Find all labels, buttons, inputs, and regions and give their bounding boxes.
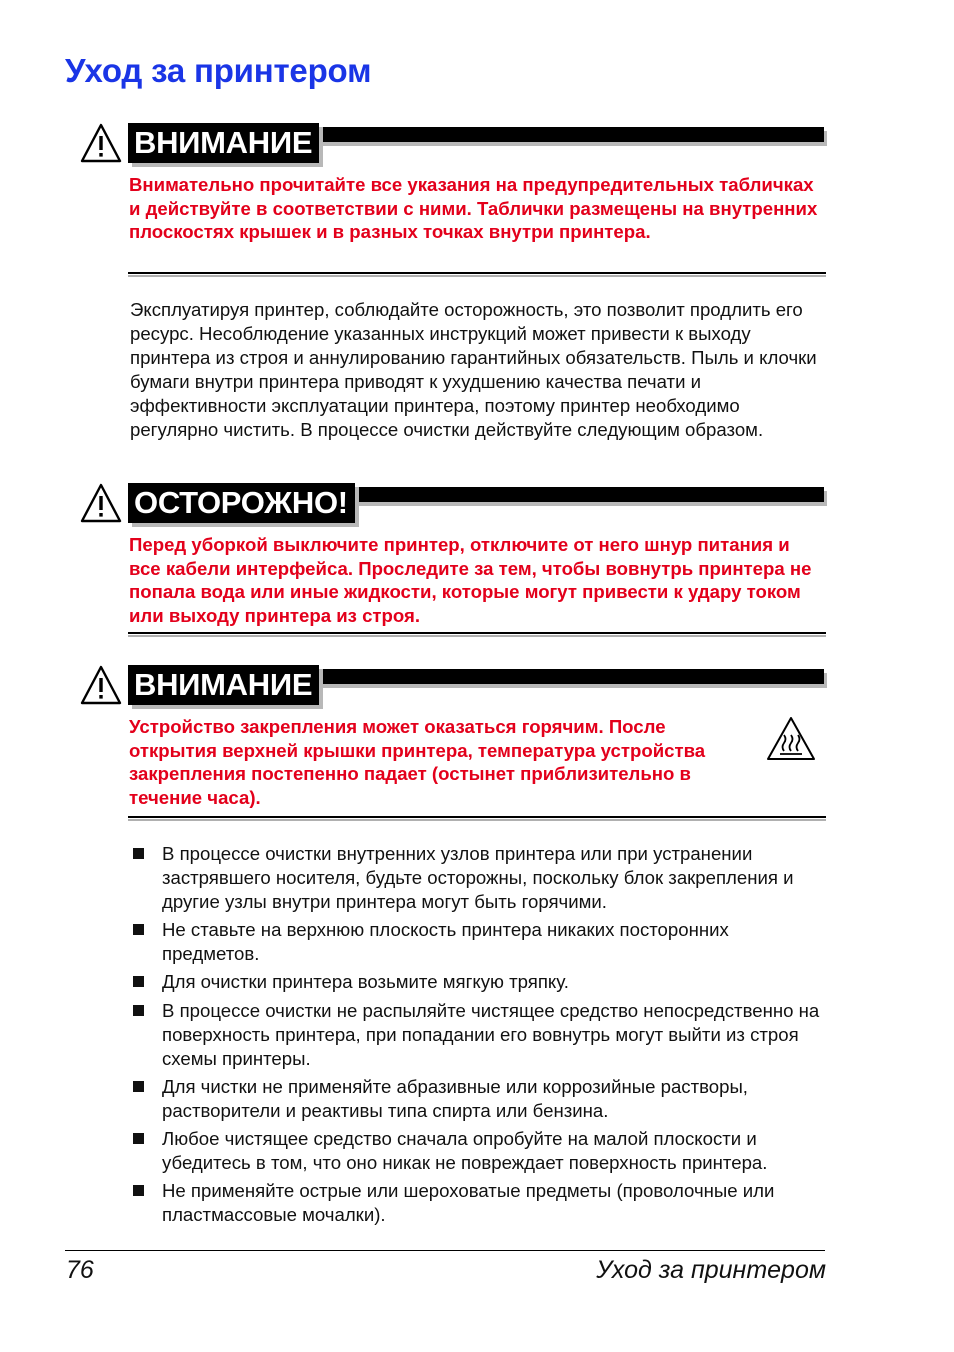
bullet-square-icon xyxy=(133,1133,144,1144)
notice-label: ВНИМАНИЕ xyxy=(128,123,319,163)
list-item: Для очистки принтера возьмите мягкую тряпку. xyxy=(130,970,830,994)
notice-label: ОСТОРОЖНО! xyxy=(128,483,355,523)
notice-attention-2 xyxy=(80,665,826,825)
bullet-square-icon xyxy=(133,976,144,987)
notice-caution xyxy=(80,483,826,638)
bullet-square-icon xyxy=(133,1005,144,1016)
body-paragraph: Эксплуатируя принтер, соблюдайте осторожность, это позволит продлить его ресурс. Несоблюдение указанных инструкций может привести к выходу принтера из строя и аннулированию гарантийных обязательств. Пыль и клочки бумаги внутри принтера приводят к ухудшению качества печати и эффективности эксплуатации принтера, поэтому принтер необходимо регулярно чистить. В процессе очистки действуйте следующим образом. xyxy=(130,299,817,441)
notice-attention-1 xyxy=(80,123,826,278)
warning-triangle-icon xyxy=(80,123,122,163)
list-item: Любое чистящее средство сначала опробуйте на малой плоскости и убедитесь в том, что оно никак не повреждает поверхность принтера. xyxy=(130,1127,830,1175)
list-item: Для чистки не применяйте абразивные или коррозийные растворы, растворители и реактивы типа спирта или бензина. xyxy=(130,1075,830,1123)
notice-rule xyxy=(128,632,826,634)
list-item: Не применяйте острые или шероховатые предметы (проволочные или пластмассовые мочалки). xyxy=(130,1179,830,1227)
list-item: Не ставьте на верхнюю плоскость принтера никаких посторонних предметов. xyxy=(130,918,830,966)
notice-text: Устройство закрепления может оказаться горячим. После открытия верхней крышки принтера, температура устройства закрепления постепенно падает (остынет приблизительно в течение часа). xyxy=(129,716,706,809)
notice-header xyxy=(128,123,826,163)
bullet-square-icon xyxy=(133,848,144,859)
bullet-square-icon xyxy=(133,924,144,935)
notice-text: Внимательно прочитайте все указания на предупредительных табличках и действуйте в соответствии с ними. Таблички размещены на внутренних плоскостях крышек и в разных точках внутри принтера. xyxy=(129,174,818,243)
hot-surface-icon xyxy=(765,715,817,763)
cleaning-precautions-list xyxy=(130,842,830,1231)
footer-divider xyxy=(65,1250,825,1251)
warning-triangle-icon xyxy=(80,483,122,523)
footer-section-title: Уход за принтером xyxy=(596,1256,826,1284)
notice-text: Перед уборкой выключите принтер, отключите от него шнур питания и все кабели интерфейса. Проследите за тем, чтобы вовнутрь принтера не попала вода или иные жидкости, которые могут привести к удару током или выходу принтера из строя. xyxy=(129,534,812,627)
list-item: В процессе очистки не распыляйте чистящее средство непосредственно на поверхность принтера, при попадании его вовнутрь могут выйти из строя схемы принтеры. xyxy=(130,999,830,1071)
notice-header xyxy=(128,665,826,705)
notice-header xyxy=(128,483,826,523)
notice-label: ВНИМАНИЕ xyxy=(128,665,319,705)
warning-triangle-icon xyxy=(80,665,122,705)
page-title: Уход за принтером xyxy=(65,52,372,89)
notice-rule xyxy=(128,272,826,274)
notice-rule xyxy=(128,816,826,818)
page-number: 76 xyxy=(66,1256,94,1284)
bullet-square-icon xyxy=(133,1185,144,1196)
bullet-square-icon xyxy=(133,1081,144,1092)
list-item: В процессе очистки внутренних узлов принтера или при устранении застрявшего носителя, будьте осторожны, поскольку блок закрепления и другие узлы внутри принтера могут быть горячими. xyxy=(130,842,830,914)
